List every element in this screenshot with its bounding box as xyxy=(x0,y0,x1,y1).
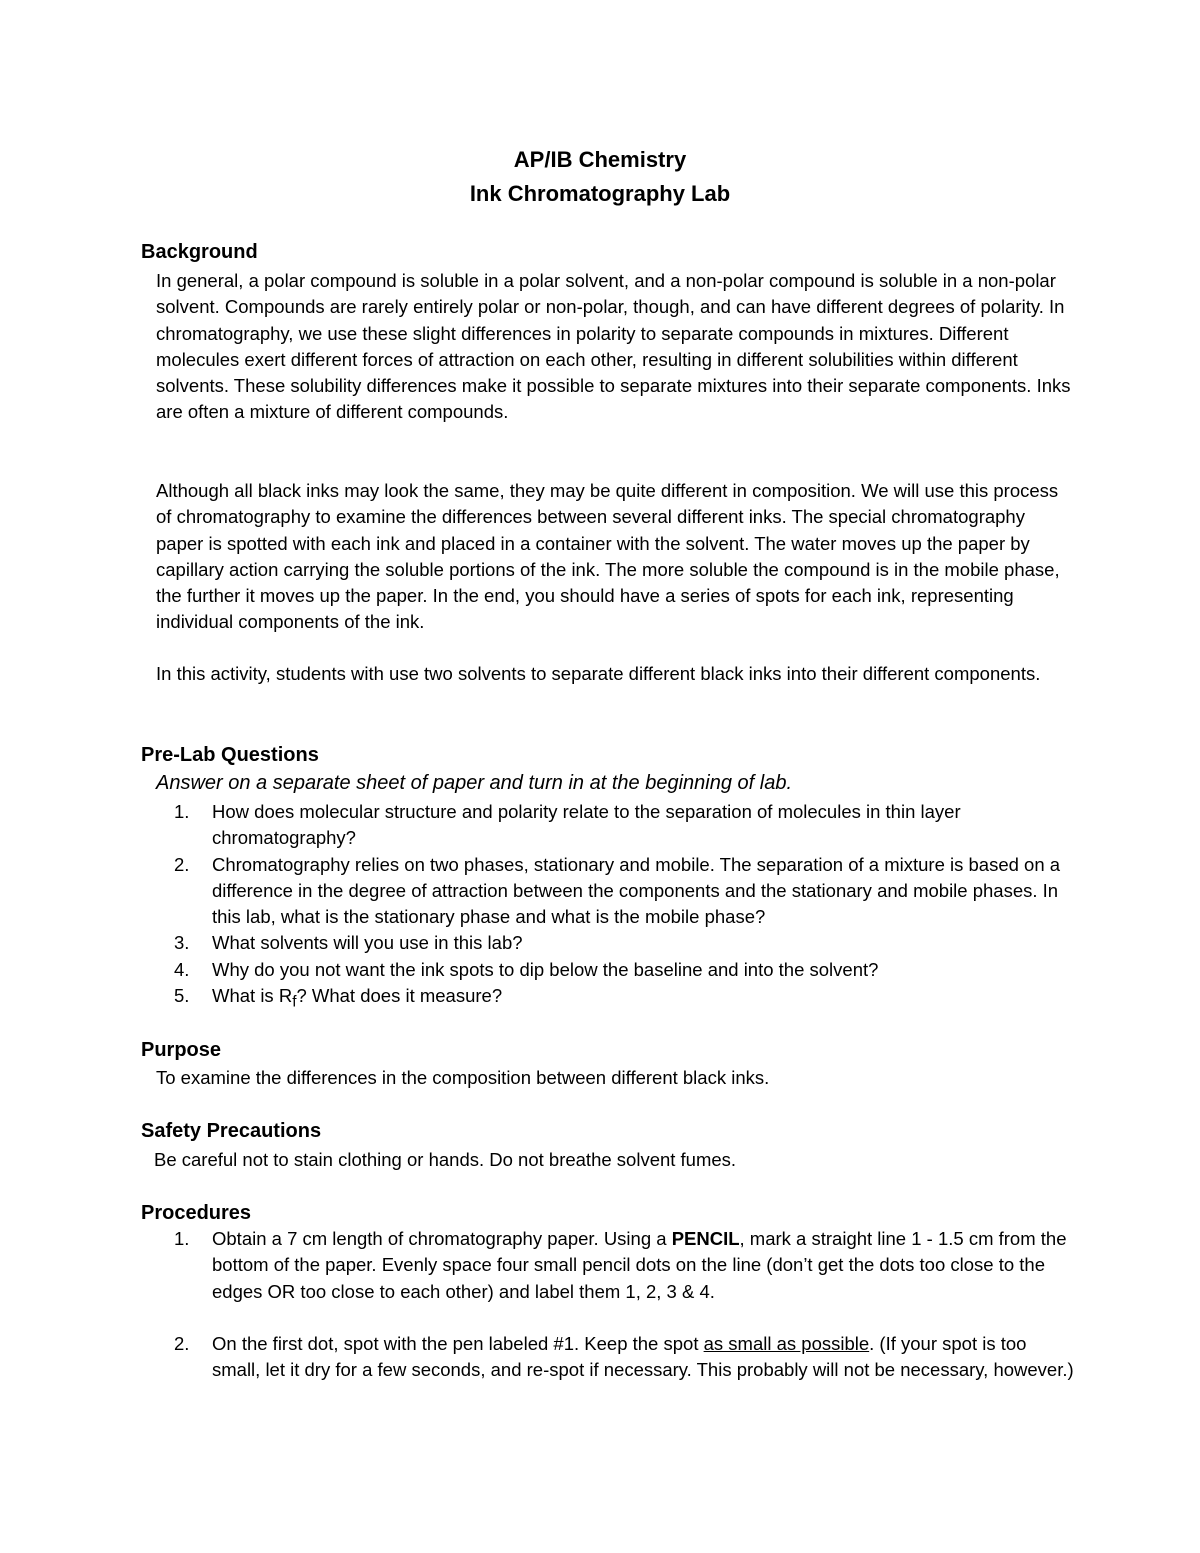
background-heading: Background xyxy=(141,241,258,263)
question-number: 5. xyxy=(174,985,190,1007)
lab-title: Ink Chromatography Lab xyxy=(469,181,731,206)
safety-heading: Safety Precautions xyxy=(141,1120,322,1142)
prelab-question xyxy=(156,930,1076,956)
question-text-start: What is R xyxy=(212,985,293,1007)
prelab-question-list xyxy=(156,799,1076,1016)
background-paragraph-3: In this activity, students with use two solvents to separate different black inks into their different components. xyxy=(156,663,1041,684)
procedure-step xyxy=(156,1226,1076,1305)
question-number: 1. xyxy=(174,801,190,822)
purpose-heading: Purpose xyxy=(141,1039,222,1061)
question-number: 4. xyxy=(174,958,190,980)
question-text: What solvents will you use in this lab? xyxy=(212,932,523,954)
safety-text: Be careful not to stain clothing or hands. Do not breathe solvent fumes. xyxy=(154,1149,737,1170)
step-text-start: On the first dot, spot with the pen labeled #1. Keep the spot xyxy=(212,1332,704,1354)
small-spot-emphasis: as small as possible xyxy=(703,1332,870,1354)
procedure-step-list xyxy=(156,1226,1076,1409)
background-paragraph-1: In general, a polar compound is soluble in a polar solvent, and a non-polar compound is soluble in a non-polar solvent. Compounds are rarely entirely polar or non-polar, though, and can have different degrees of polarity. In chromatography, we use these slight differences in polarity to separate compounds in mixtures. Different molecules exert different forces of attraction on each other, resulting in different solubilities within different solvents. These solubility differences make it possible to separate mixtures into their separate components. Inks are often a mixture of different compounds. xyxy=(156,270,1071,423)
question-number: 2. xyxy=(174,853,190,875)
procedures-heading: Procedures xyxy=(141,1202,252,1224)
prelab-question xyxy=(156,852,1076,931)
question-number: 3. xyxy=(174,932,190,954)
pencil-emphasis: PENCIL xyxy=(671,1228,740,1249)
step-text-start: Obtain a 7 cm length of chromatography paper. Using a xyxy=(212,1228,672,1249)
question-text: Chromatography relies on two phases, stationary and mobile. The separation of a mixture is based on a difference in the degree of attraction between the components and the stationary and mobile phases. In this lab, what is the stationary phase and what is the mobile phase? xyxy=(212,853,1061,928)
step-text-end: , mark a straight line 1 - 1.5 cm from the bottom of the paper. Evenly space four small pencil dots on the line (don’t get the dots too close to the edges OR too close to each other) and label them 1, 2, 3 & 4. xyxy=(212,1228,1067,1302)
step-number: 1. xyxy=(174,1228,190,1249)
step-text-end: . (If your spot is too small, let it dry for a few seconds, and re-spot if necessary. This probably will not be necessary, however.) xyxy=(212,1332,1074,1381)
question-text-end: ? What does it measure? xyxy=(296,985,503,1007)
purpose-text: To examine the differences in the composition between different black inks. xyxy=(156,1067,770,1088)
prelab-question xyxy=(156,799,1076,852)
prelab-question xyxy=(156,957,1076,983)
question-text: How does molecular structure and polarity relate to the separation of molecules in thin layer chromatography? xyxy=(212,801,961,849)
course-title: AP/IB Chemistry xyxy=(513,147,687,172)
question-text: Why do you not want the ink spots to dip below the baseline and into the solvent? xyxy=(212,958,879,980)
prelab-heading: Pre-Lab Questions xyxy=(141,744,319,766)
prelab-question xyxy=(156,983,1076,1016)
prelab-instructions: Answer on a separate sheet of paper and turn in at the beginning of lab. xyxy=(156,772,792,794)
background-paragraph-2: Although all black inks may look the same, they may be quite different in composition. We will use this process of chromatography to examine the differences between several different inks. The special chromatography paper is spotted with each ink and placed in a container with the solvent. The water moves up the paper by capillary action carrying the soluble portions of the ink. The more soluble the compound is in the mobile phase, the further it moves up the paper. In the end, you should have a series of spots for each ink, representing individual components of the ink. xyxy=(156,480,1060,633)
step-number: 2. xyxy=(174,1332,190,1354)
subscript-f: f xyxy=(292,993,297,1011)
procedure-step xyxy=(156,1331,1076,1384)
